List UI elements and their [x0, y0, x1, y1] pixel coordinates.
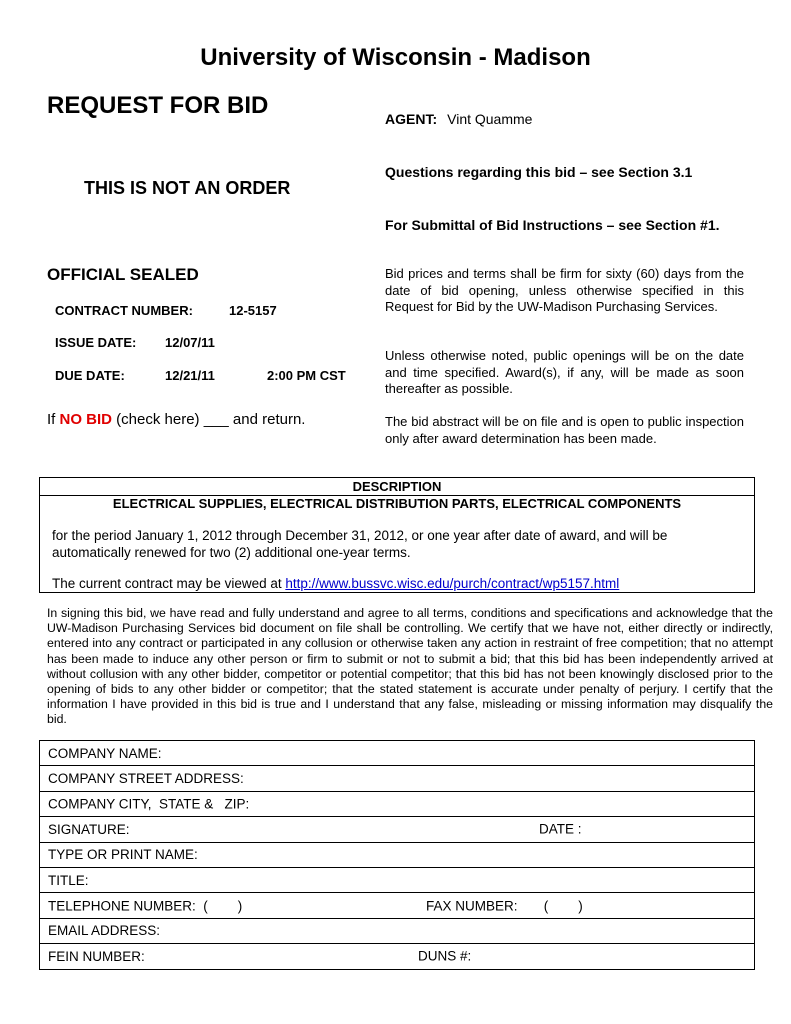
agent-line: [385, 111, 532, 127]
duns-label: DUNS #:: [418, 948, 472, 964]
submittal-note: For Submittal of Bid Instructions – see Section #1.: [385, 217, 720, 233]
university-title: University of Wisconsin - Madison: [200, 44, 591, 71]
due-date-label: DUE DATE:: [55, 368, 125, 383]
signature-label: SIGNATURE:: [48, 821, 130, 837]
bidder-info-form: [39, 740, 755, 970]
street-address-label: COMPANY STREET ADDRESS:: [48, 771, 244, 787]
signature-row[interactable]: [40, 817, 755, 842]
city-state-zip-label: COMPANY CITY, STATE & ZIP:: [48, 796, 250, 812]
public-openings-paragraph: Unless otherwise noted, public openings will be on the date and time specified. Award(s), if any, will be made as soon thereafter as possible.: [385, 348, 744, 396]
contract-view-prefix: The current contract may be viewed at: [52, 576, 286, 591]
contract-link[interactable]: http://www.bussvc.wisc.edu/purch/contract/wp5157.html: [285, 576, 620, 591]
company-name-label: COMPANY NAME:: [48, 745, 162, 761]
company-name-row[interactable]: [40, 741, 755, 766]
bid-abstract-paragraph: The bid abstract will be on file and is open to public inspection only after award determination has been made.: [385, 414, 744, 446]
description-box: [39, 477, 755, 593]
fein-label: FEIN NUMBER:: [48, 948, 145, 964]
issue-date-label: ISSUE DATE:: [55, 335, 137, 350]
certification-text: In signing this bid, we have read and fully understand and agree to all terms, conditions and specifications and acknowledge that the UW-Madison Purchasing Services bid document on file shall be controlling. We certify that we have not, either directly or indirectly, entered into any contract or participated in any collusion or otherwise taken any action in restraint of free competition; that no attempt has been made to induce any other person or firm to submit or not to submit a bid; that this bid has been independently arrived at without collusion with any other bidder, competitor or potential competitor; that this bid has not been knowingly disclosed prior to the opening of bids to any other bidder or competitor; that the stated statement is accurate under penalty of perjury. I certify that the information I have provided in this bid is true and I understand that any false, misleading or missing information may disqualify the bid.: [47, 606, 773, 727]
no-bid-prefix: If: [47, 411, 60, 428]
street-address-row[interactable]: [40, 766, 755, 791]
email-label: EMAIL ADDRESS:: [48, 923, 161, 939]
description-heading: DESCRIPTION: [40, 478, 754, 496]
not-order-notice: THIS IS NOT AN ORDER: [84, 178, 291, 198]
date-label: DATE :: [539, 821, 582, 837]
title-row[interactable]: [40, 867, 755, 892]
no-bid-line: [47, 411, 305, 428]
official-sealed-heading: OFFICIAL SEALED: [47, 265, 199, 284]
contract-view-line: [52, 575, 742, 592]
contract-number-label: CONTRACT NUMBER:: [55, 303, 193, 318]
email-row[interactable]: [40, 918, 755, 943]
print-name-label: TYPE OR PRINT NAME:: [48, 847, 198, 863]
document-title: REQUEST FOR BID: [47, 92, 269, 119]
due-time-value: 2:00 PM CST: [267, 368, 346, 383]
telephone-fax-row[interactable]: [40, 893, 755, 918]
city-state-zip-row[interactable]: [40, 791, 755, 816]
questions-note: Questions regarding this bid – see Section 3.1: [385, 164, 693, 180]
description-subheading: ELECTRICAL SUPPLIES, ELECTRICAL DISTRIBUTION PARTS, ELECTRICAL COMPONENTS: [112, 496, 682, 511]
agent-label: AGENT:: [385, 111, 438, 127]
fein-duns-row[interactable]: [40, 944, 755, 969]
due-date-value: 12/21/11: [165, 368, 215, 383]
no-bid-highlight: NO BID: [59, 411, 113, 428]
contract-period-text: for the period January 1, 2012 through December 31, 2012, or one year after date of award, and will be automatically renewed for two (2) additional one-year terms.: [52, 528, 668, 560]
fax-label: FAX NUMBER: ( ): [426, 898, 583, 914]
firm-prices-paragraph: Bid prices and terms shall be firm for sixty (60) days from the date of bid opening, unless otherwise specified in this Request for Bid by the UW-Madison Purchasing Services.: [385, 266, 744, 314]
telephone-label: TELEPHONE NUMBER: ( ): [48, 898, 243, 914]
agent-name: Vint Quamme: [447, 111, 533, 127]
issue-date-value: 12/07/11: [165, 335, 215, 350]
title-label: TITLE:: [48, 872, 89, 888]
print-name-row[interactable]: [40, 842, 755, 867]
no-bid-suffix: (check here) ___ and return.: [112, 411, 306, 428]
contract-number-value: 12-5157: [229, 303, 277, 318]
